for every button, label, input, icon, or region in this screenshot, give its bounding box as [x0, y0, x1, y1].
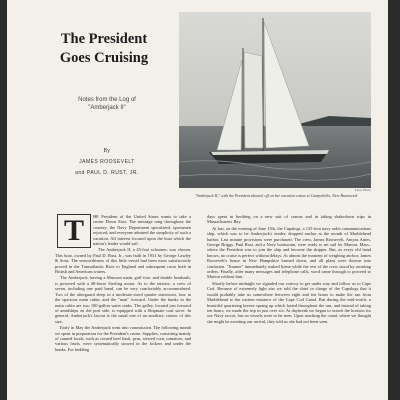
- byline-author-2: PAUL D. RUST, JR.: [86, 170, 139, 176]
- subtitle-line-2: "Amberjack II": [88, 105, 126, 111]
- paragraph: Early in May the Amberjack went into commission. The following month we spent in preparation for the President's cruise. Supplies, consisting mainly of canned foods, such as corned beef hash, peas, stewed corn, tomatoes, and various fruits, were systematically stowed in the lockers and under the bunks. For bedding: [55, 325, 191, 352]
- subtitle-line-1: Notes from the Log of: [78, 97, 136, 103]
- article-subtitle: [27, 96, 187, 112]
- title-line-1: The President: [60, 31, 148, 47]
- byline-author-2-row: [27, 170, 187, 176]
- paragraph: The Amberjack, having a Marconi main, gaff fore, and double headsails, is powered with a 40-horse Sterling motor. As to the interior, a crew of seven, including one paid hand, can be very comfortably accommodated. Two of the afterguard sleep in a moderate-sized quarter stateroom, four in the spacious main cabin, and the "man" forward. Under the bunks in the main cabin are two 100-gallon water tanks. The galley, located just forward of amidships on the port side, is equipped with a Shipmate coal stove. In general, Amberjack's layout is the usual one of an auxiliary cruiser of this size.: [55, 275, 191, 324]
- title-line-2: Goes Cruising: [59, 50, 149, 66]
- byline-author-1: JAMES ROOSEVELT: [79, 159, 135, 165]
- magazine-page: [7, 0, 388, 400]
- byline-and: and: [75, 170, 85, 176]
- drop-cap: [57, 214, 91, 248]
- article-title: [45, 30, 163, 68]
- drop-cap-letter: T: [63, 214, 84, 247]
- paragraph: days spent in berthing on a new suit of canvas and in taking shakedown trips in Massachusetts Bay.: [207, 214, 371, 225]
- byline: [27, 148, 187, 176]
- photo-caption: "Amberjack II," with the President aboard, off on her vacation cruise to Campobello, New Brunswick: [194, 193, 358, 198]
- paragraph: Shortly before midnight we signaled our convoy to get under way and follow us to Cape Cod. Because of extremely light airs we told the chief in charge of the Cupalogs that it would probably take us somewhere between eight and ten hours to make the run from Marblehead to the eastern entrance of the Cape Cod Canal. But during the mid-watch, a beautiful quartering breeze sprang up which lasted throughout the run, and instead of taking ten hours, we made the trip in just over six. At daybreak we began to search the horizon for our Navy escort, but no vessels were to be seen. Upon reaching the canal, where we thought she might be awaiting our arrival, they told us she had not been seen.: [207, 280, 371, 324]
- paragraph: At last, on the evening of June 15th, the Cupalogs, a 125-foot navy radio communications ship, which was to be Amberjack's tender, dropped anchor at the mouth of Marblehead harbor. Last minute provisions were purchased. The crew, James Roosevelt, Amyas Ames, George Briggs, Paul Rust, and a Navy boatswain, were ready to set sail for Marion, Mass., where the President was to join the ship and become the skipper. But, as every old hand knows, no cruise is perfect without delays. At almost the moment of weighing anchor, James Roosevelt's house in New Hampshire burned down, and all plans were thrown into confusion. "Jimmie" immediately rushed home while the rest of the crew stood by awaiting orders. Finally, after many messages and telephone calls, word came through to proceed to Marion without him.: [207, 225, 371, 280]
- paragraph: HE President of the United States wants to take a cruise Down East. The message rang throughout the country; the Navy Department speculated, sportsmen rejoiced, and everyone admired the simplicity of such a vacation. All interest focused upon the boat which the nation's leader would sail.: [93, 214, 191, 247]
- fore-sail: [244, 52, 263, 148]
- byline-by: By: [103, 148, 111, 154]
- schooner-illustration: [179, 12, 371, 188]
- sailboat-photo: [179, 12, 371, 188]
- article-column-right: [207, 214, 371, 400]
- paragraph: The Amberjack II, a 45-foot schooner, was chosen. This boat, owned by Paul D. Rust, Jr., was built in 1931 by George Lawley & Sons. The seaworthiness of this little vessel had been most satisfactorily proved in the Transatlantic Race to England and subsequent races both in British and American waters.: [55, 247, 191, 275]
- photo-credit: Leon Photo: [354, 188, 371, 192]
